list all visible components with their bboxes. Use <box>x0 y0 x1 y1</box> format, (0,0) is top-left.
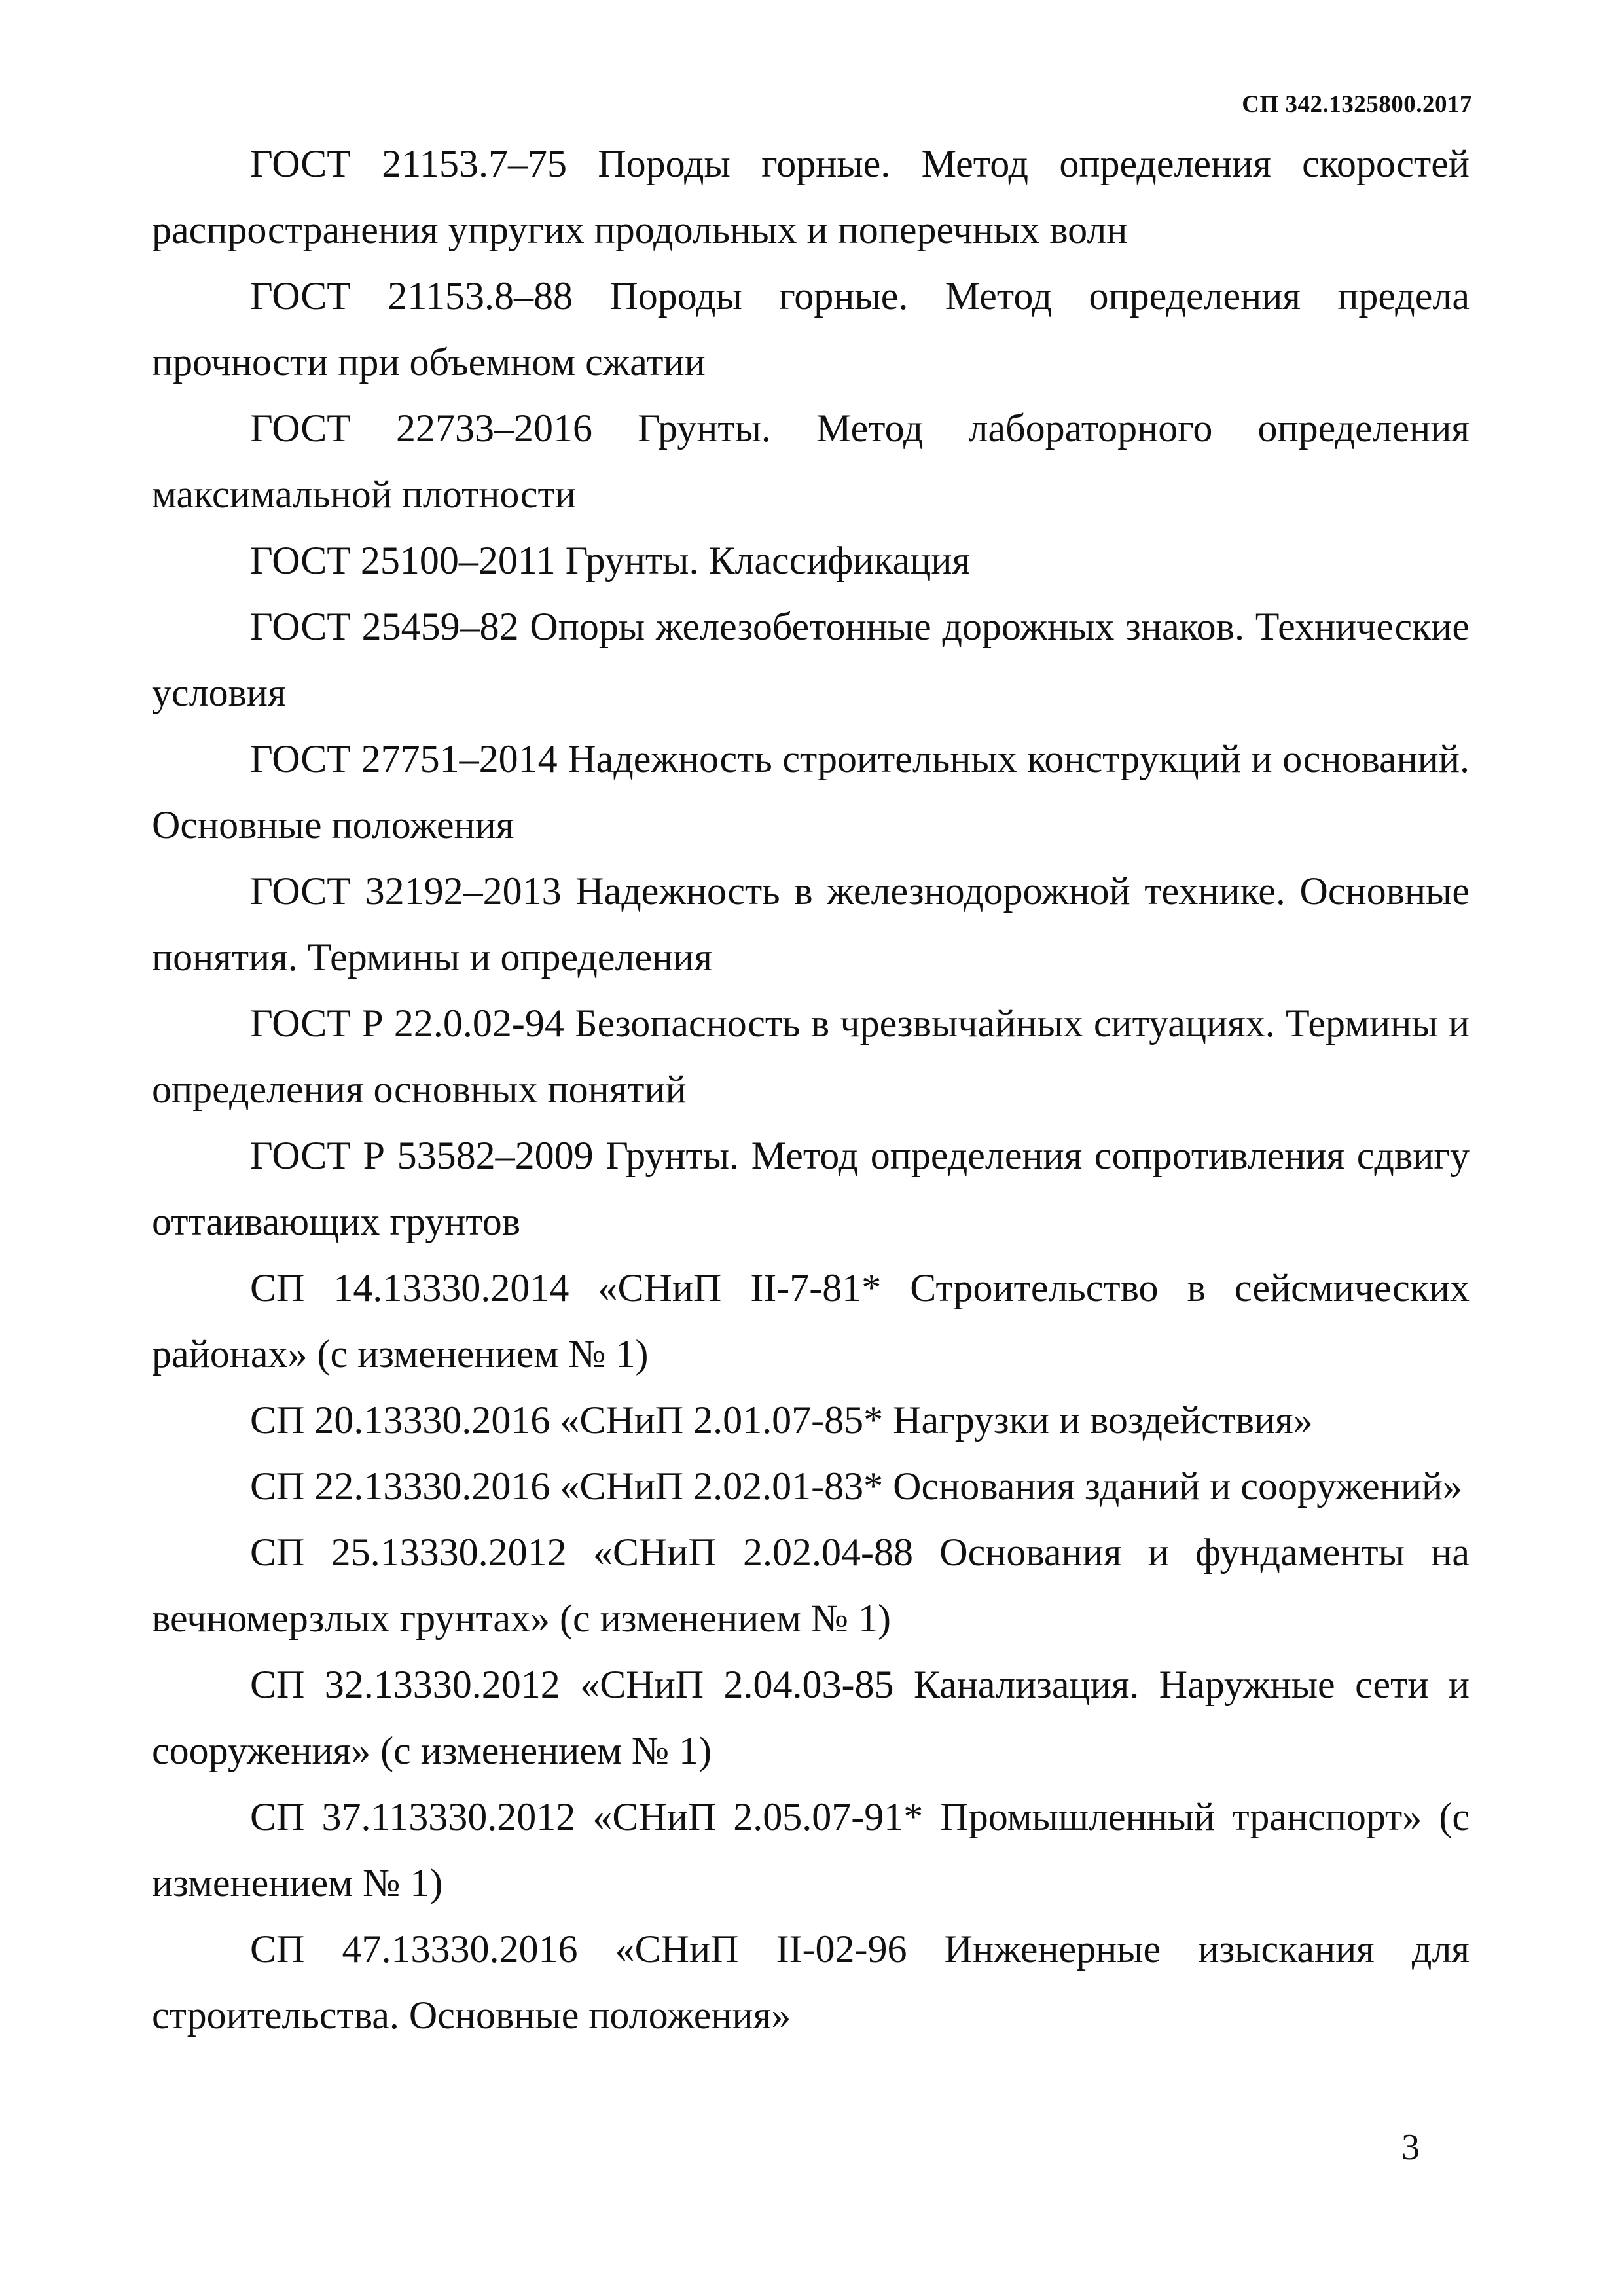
reference-entry: СП 37.113330.2012 «СНиП 2.05.07-91* Промышленный транспорт» (с изменением № 1) <box>152 1795 1470 1904</box>
reference-entry: ГОСТ Р 53582–2009 Грунты. Метод определения сопротивления сдвигу оттаивающих грунтов <box>152 1134 1470 1243</box>
reference-entry: ГОСТ 25100–2011 Грунты. Классификация <box>250 539 971 582</box>
page-number: 3 <box>1401 2127 1420 2168</box>
document-code: СП 342.1325800.2017 <box>1242 91 1472 118</box>
reference-entry: ГОСТ Р 22.0.02-94 Безопасность в чрезвычайных ситуациях. Термины и определения основных понятий <box>152 1002 1470 1111</box>
reference-entry: СП 14.13330.2014 «СНиП II-7-81* Строительство в сейсмических районах» (с изменением № 1) <box>152 1266 1470 1376</box>
reference-entry: СП 22.13330.2016 «СНиП 2.02.01-83* Основания зданий и сооружений» <box>250 1465 1463 1508</box>
reference-entry: СП 25.13330.2012 «СНиП 2.02.04-88 Основания и фундаменты на вечномерзлых грунтах» (с изменением № 1) <box>152 1531 1470 1640</box>
reference-entry: ГОСТ 32192–2013 Надежность в железнодорожной технике. Основные понятия. Термины и определения <box>152 869 1470 979</box>
reference-entry: СП 20.13330.2016 «СНиП 2.01.07-85* Нагрузки и воздействия» <box>250 1398 1313 1442</box>
reference-entry: СП 47.13330.2016 «СНиП II-02-96 Инженерные изыскания для строительства. Основные положения» <box>152 1927 1470 2037</box>
reference-entry: ГОСТ 21153.8–88 Породы горные. Метод определения предела прочности при объемном сжатии <box>152 274 1470 384</box>
reference-entry: ГОСТ 25459–82 Опоры железобетонные дорожных знаков. Технические условия <box>152 605 1470 714</box>
reference-entry: ГОСТ 22733–2016 Грунты. Метод лабораторного определения максимальной плотности <box>152 407 1470 516</box>
reference-entry: СП 32.13330.2012 «СНиП 2.04.03-85 Канализация. Наружные сети и сооружения» (с изменением № 1) <box>152 1663 1470 1772</box>
reference-entry: ГОСТ 27751–2014 Надежность строительных конструкций и оснований. Основные положения <box>152 737 1470 847</box>
reference-entry: ГОСТ 21153.7–75 Породы горные. Метод определения скоростей распространения упругих продольных и поперечных волн <box>152 142 1470 251</box>
references-list <box>152 131 1470 2049</box>
